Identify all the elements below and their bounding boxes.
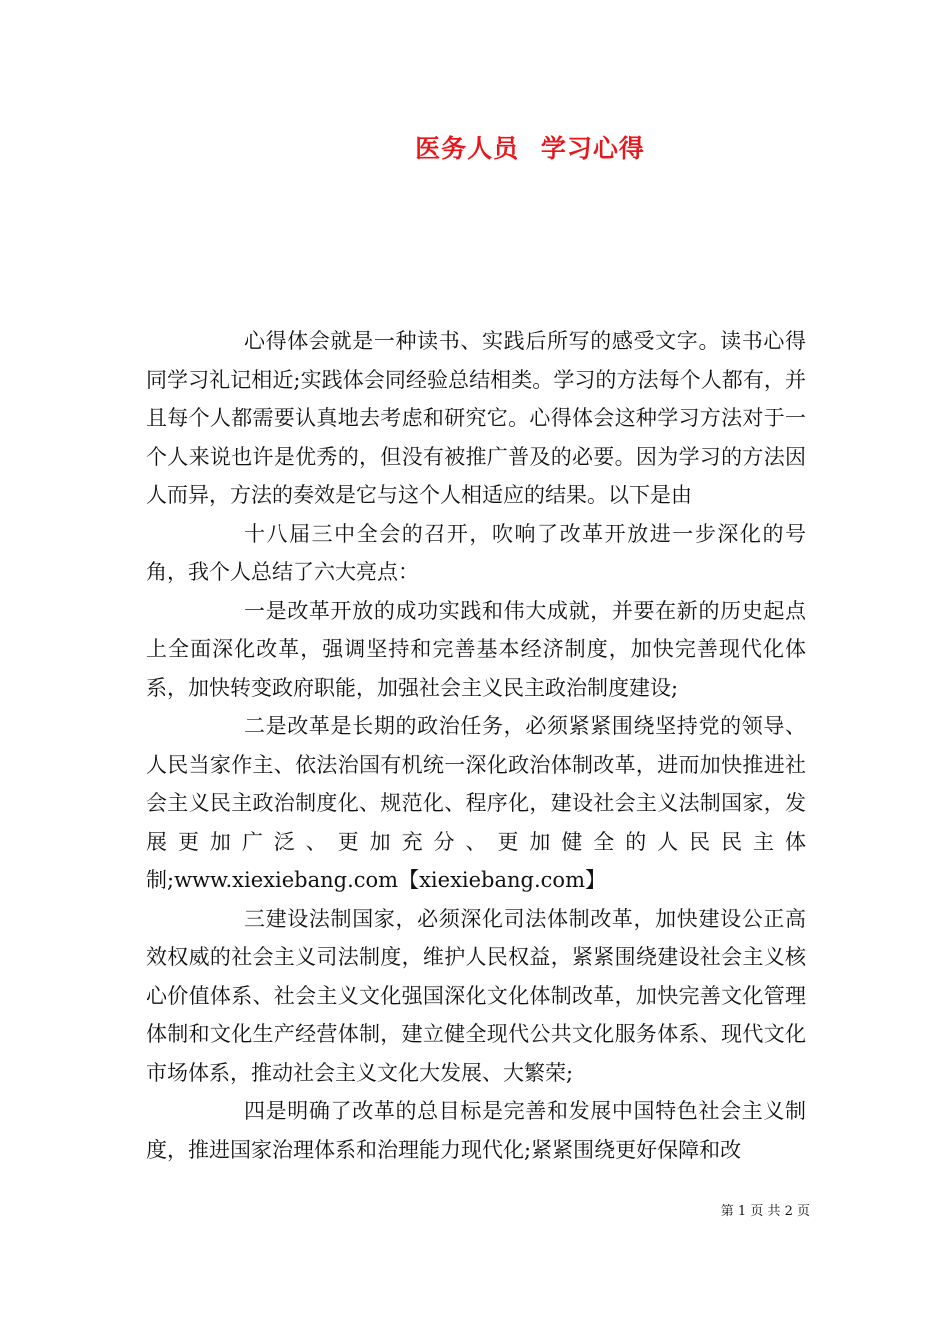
paragraph-point-three: 三建设法制国家，必须深化司法体制改革，加快建设公正高效权威的社会主义司法制度，维护人民权益，紧紧围绕建设社会主义核心价值体系、社会主义文化强国深化文化体制改革，加快完善文化管理体制和文化生产经营体制，建立健全现代公共文化服务体系、现代文化市场体系，推动社会主义文化大发展、大繁荣;	[146, 906, 806, 1085]
paragraph-intro: 心得体会就是一种读书、实践后所写的感受文字。读书心得同学习礼记相近;实践体会同经验总结相类。学习的方法每个人都有，并且每个人都需要认真地去考虑和研究它。心得体会这种学习方法对于一个人来说也许是优秀的，但没有被推广普及的必要。因为学习的方法因人而异，方法的奏效是它与这个人相适应的结果。以下是由	[146, 329, 806, 507]
document-body	[146, 322, 806, 1169]
paragraph-point-four: 四是明确了改革的总目标是完善和发展中国特色社会主义制度，推进国家治理体系和治理能力现代化;紧紧围绕更好保障和改	[146, 1099, 806, 1162]
title-part-2: 学习心得	[540, 134, 645, 163]
title-part-1: 医务人员	[415, 134, 520, 163]
paragraph-point-two: 二是改革是长期的政治任务，必须紧紧围绕坚持党的领导、人民当家作主、依法治国有机统一深化政治体制改革，进而加快推进社会主义民主政治制度化、规范化、程序化，建设社会主义法制国家，发展更加广泛、更加充分、更加健全的人民民主体制;www.xiexiebang.com【xiexiebang.com】	[146, 714, 806, 892]
page-number: 第 1 页 共 2 页	[720, 1204, 810, 1219]
document-title	[0, 132, 950, 166]
paragraph-point-one: 一是改革开放的成功实践和伟大成就，并要在新的历史起点上全面深化改革，强调坚持和完善基本经济制度，加快完善现代化体系，加快转变政府职能，加强社会主义民主政治制度建设;	[146, 598, 806, 700]
paragraph-plenum: 十八届三中全会的召开，吹响了改革开放进一步深化的号角，我个人总结了六大亮点：	[146, 521, 806, 584]
